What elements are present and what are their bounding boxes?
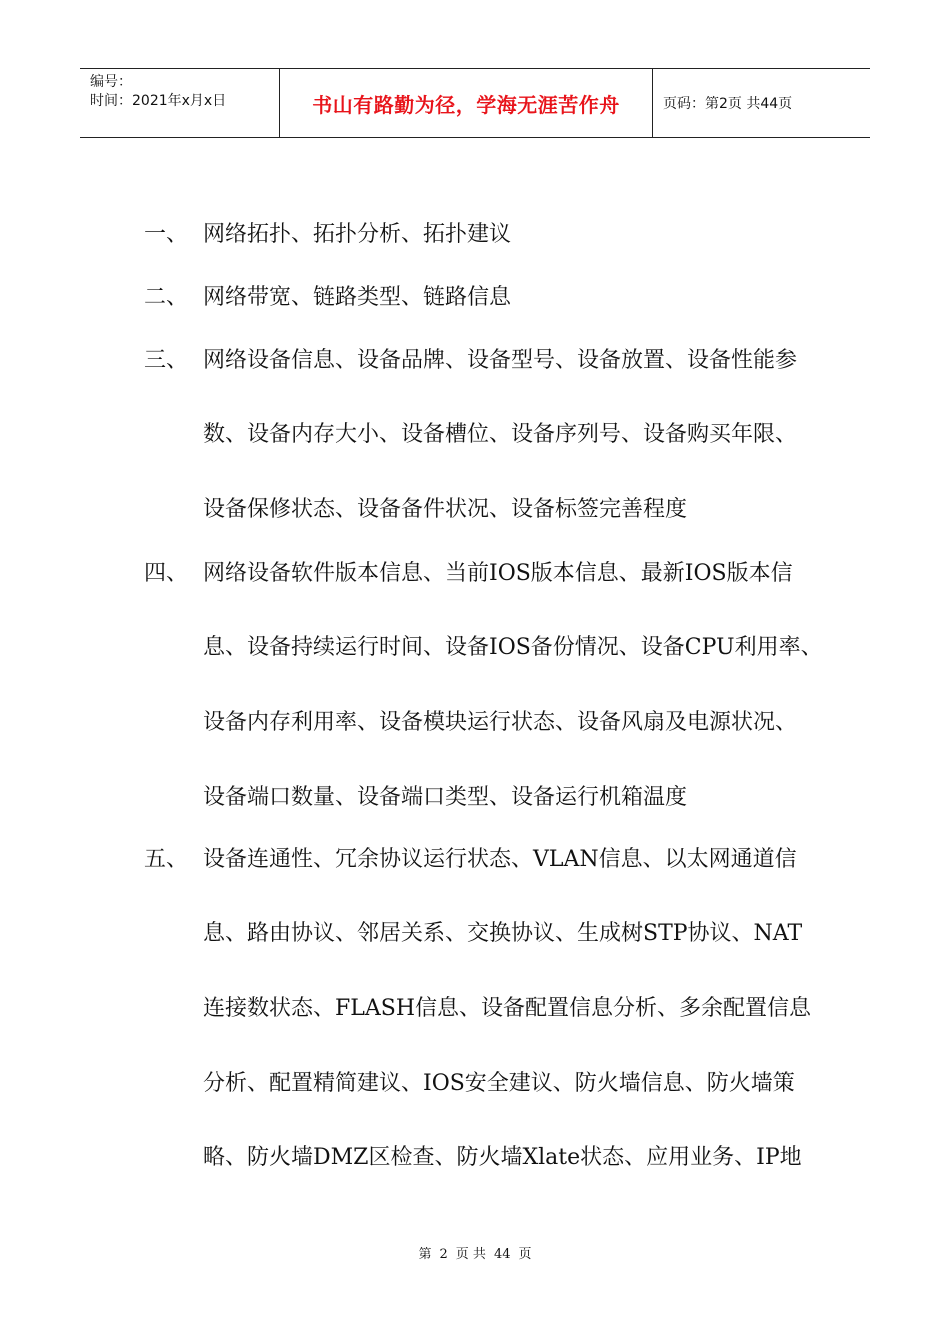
item-line: 设备连通性、冗余协议运行状态、VLAN信息、以太网通道信 bbox=[203, 847, 797, 872]
footer-page-number: 2 bbox=[439, 1247, 448, 1262]
footer-total-pages: 44 bbox=[493, 1247, 511, 1262]
item-number: 三、 bbox=[144, 348, 189, 373]
item-line: 数、设备内存大小、设备槽位、设备序列号、设备购买年限、 bbox=[203, 422, 798, 447]
item-number: 一、 bbox=[144, 222, 189, 247]
time-label: 时间：2021年x月x日 bbox=[90, 93, 227, 109]
item-line: 网络带宽、链路类型、链路信息 bbox=[203, 285, 512, 310]
item-line: 设备端口数量、设备端口类型、设备运行机箱温度 bbox=[203, 785, 688, 810]
item-line: 息、设备持续运行时间、设备IOS备份情况、设备CPU利用率、 bbox=[203, 635, 823, 660]
item-line: 连接数状态、FLASH信息、设备配置信息分析、多余配置信息 bbox=[203, 996, 812, 1021]
item-line: 分析、配置精简建议、IOS安全建议、防火墙信息、防火墙策 bbox=[203, 1071, 795, 1096]
item-line: 网络设备信息、设备品牌、设备型号、设备放置、设备性能参 bbox=[203, 348, 798, 373]
footer-prefix: 第 bbox=[418, 1247, 432, 1262]
item-line: 略、防火墙DMZ区检查、防火墙Xlate状态、应用业务、IP地 bbox=[203, 1145, 802, 1170]
item-number: 二、 bbox=[144, 285, 189, 310]
item-line: 设备内存利用率、设备模块运行状态、设备风扇及电源状况、 bbox=[203, 710, 798, 735]
motto-text: 书山有路勤为径，学海无涯苦作舟 bbox=[312, 92, 620, 117]
header-meta-cell bbox=[80, 69, 280, 137]
number-label: 编号： bbox=[90, 74, 132, 90]
item-line: 息、路由协议、邻居关系、交换协议、生成树STP协议、NAT bbox=[203, 921, 803, 946]
footer-suffix: 页 bbox=[518, 1247, 532, 1262]
item-number: 五、 bbox=[144, 847, 189, 872]
header-motto-cell bbox=[280, 69, 653, 137]
header-page-cell bbox=[653, 69, 870, 137]
document-header bbox=[80, 68, 870, 138]
page-footer bbox=[0, 1243, 950, 1262]
item-number: 四、 bbox=[144, 561, 189, 586]
item-line: 设备保修状态、设备备件状况、设备标签完善程度 bbox=[203, 497, 688, 522]
footer-mid: 页 共 bbox=[455, 1247, 486, 1262]
item-line: 网络拓扑、拓扑分析、拓扑建议 bbox=[203, 222, 512, 247]
item-line: 网络设备软件版本信息、当前IOS版本信息、最新IOS版本信 bbox=[203, 561, 793, 586]
page-info: 页码：第2页 共44页 bbox=[663, 96, 793, 112]
